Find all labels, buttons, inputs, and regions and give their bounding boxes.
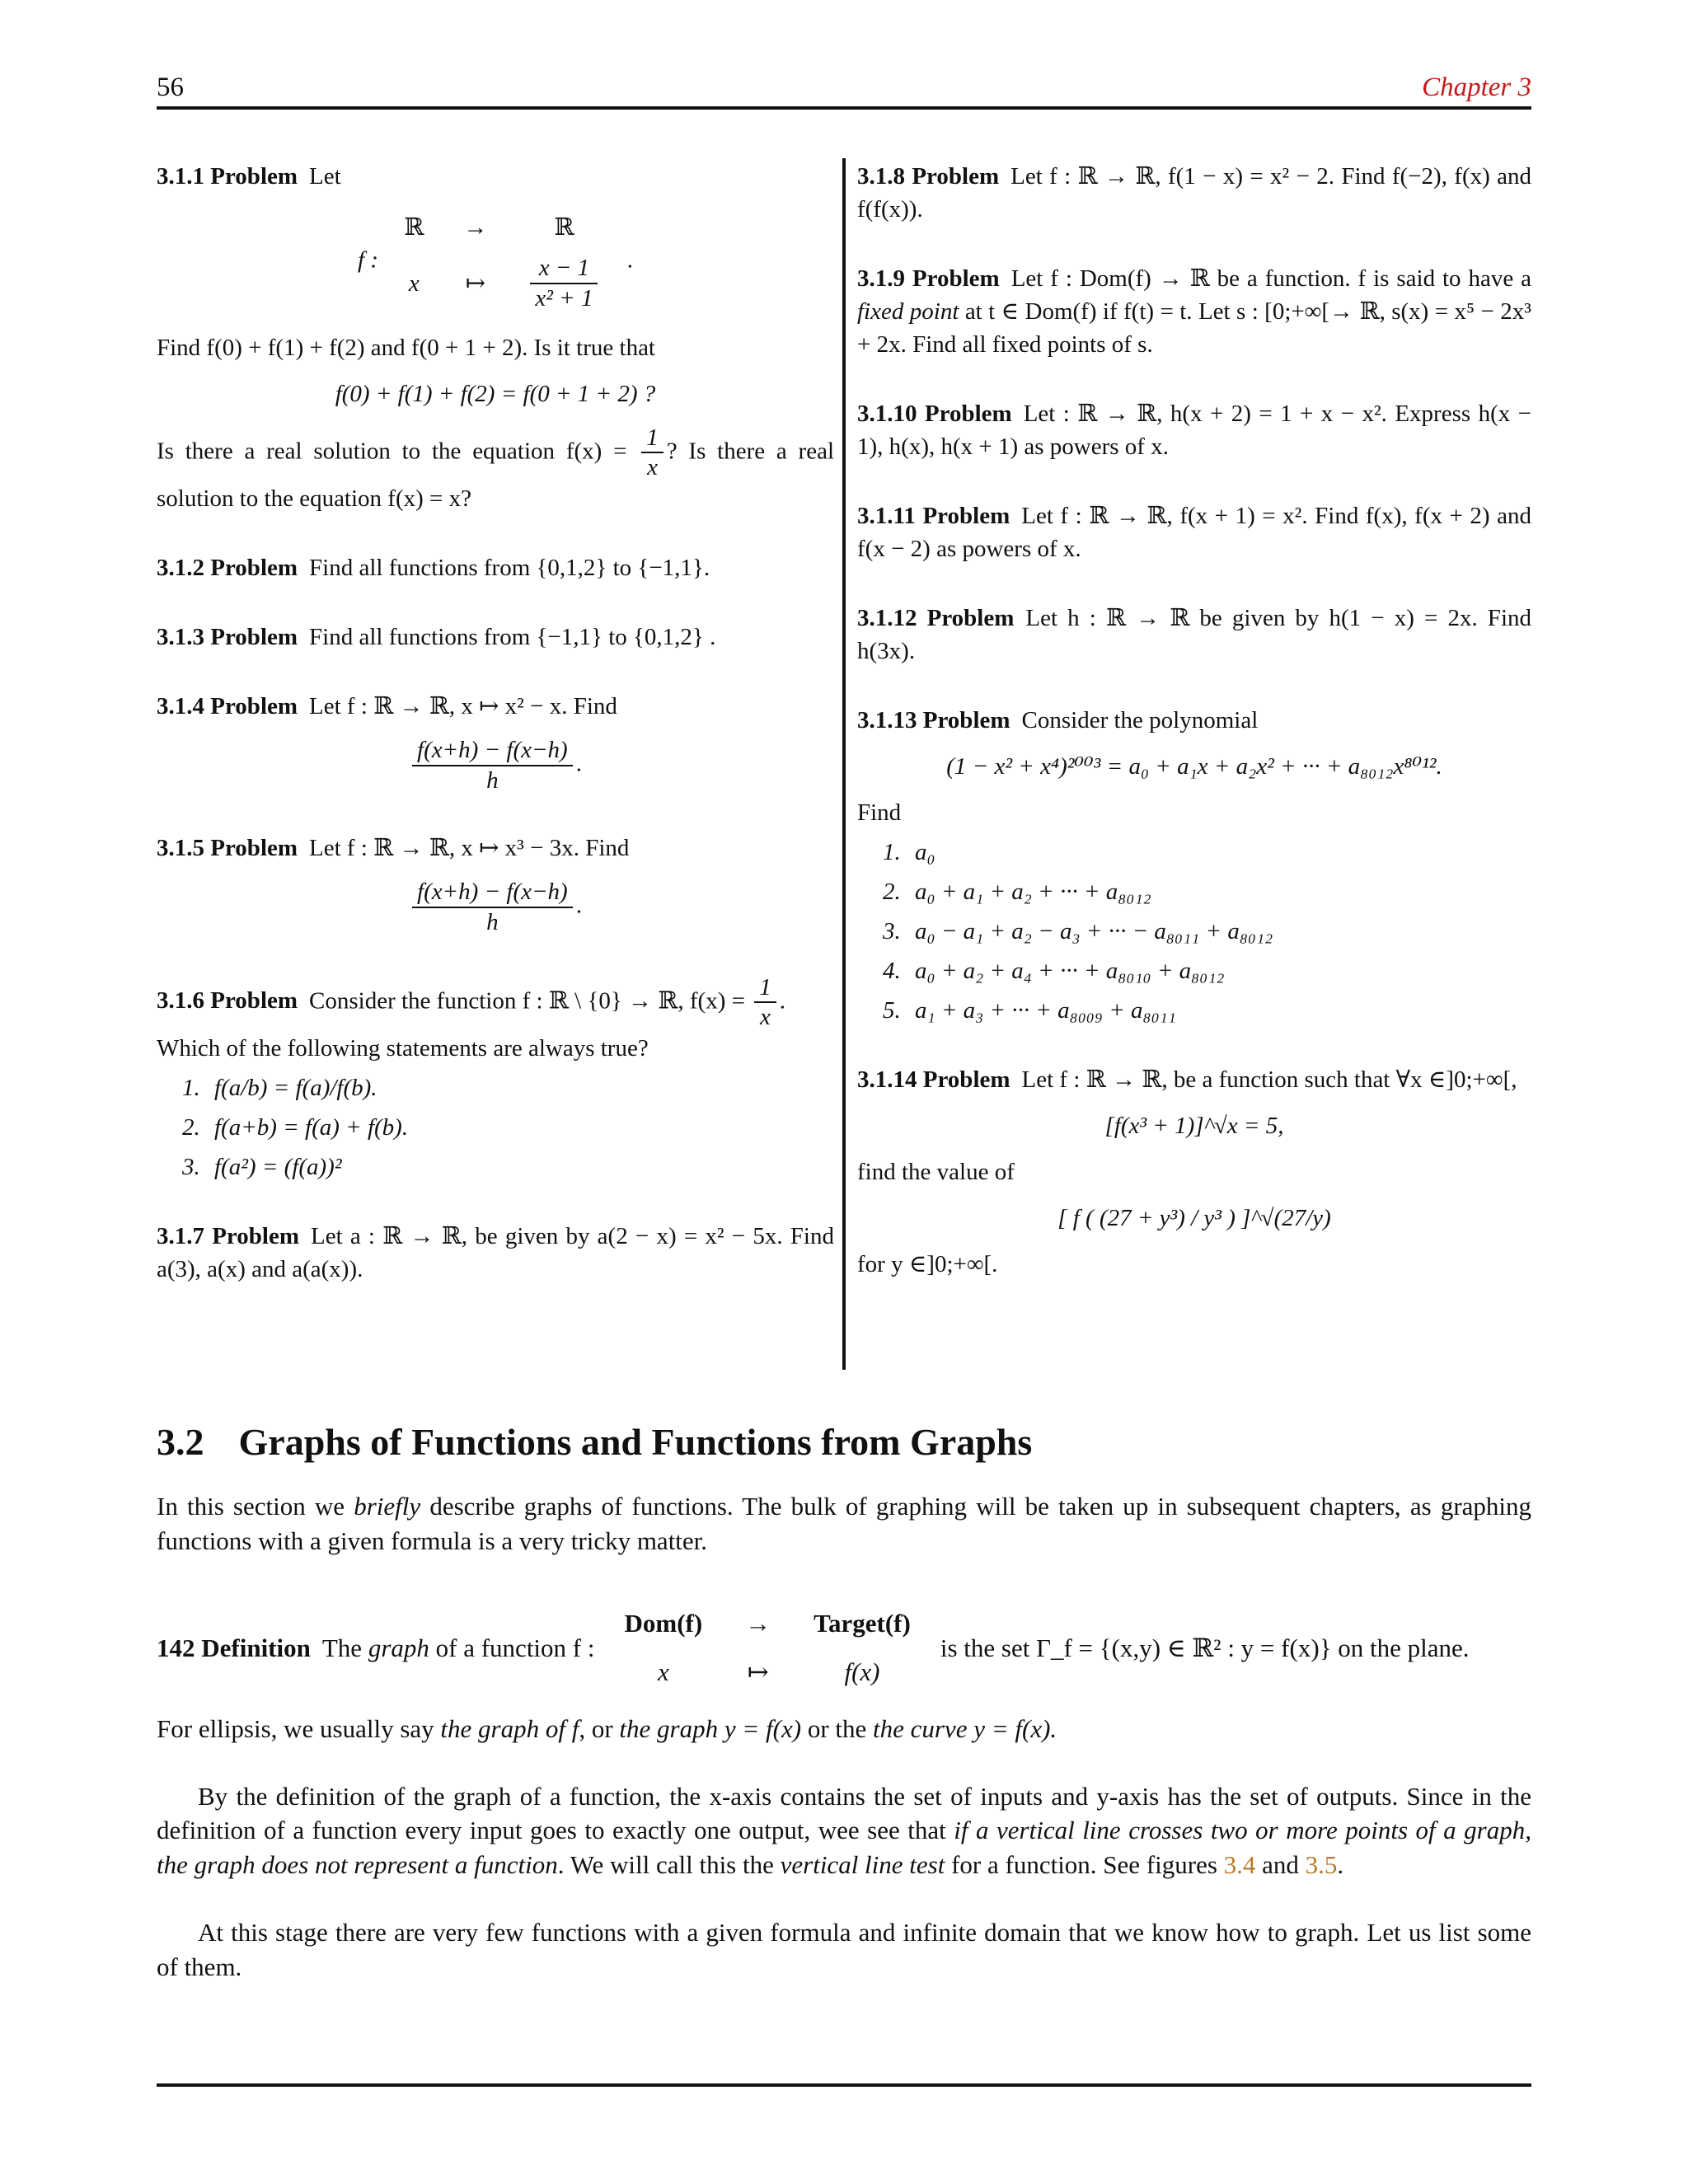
definition-142: 142 Definition The graph of a function f : Dom(f) → Target(f) x ↦ f(x) is the set Γ_f = {(x,y) ∈ ℝ² : y = f(x)} on the plane. bbox=[157, 1600, 1531, 1697]
find-list bbox=[857, 836, 1531, 1027]
problem-text: Let a : ℝ → ℝ, be given by a(2 − x) = x² − 5x. Find a(3), a(x) and a(a(x)). bbox=[157, 1223, 834, 1283]
problem-label: 3.1.11 Problem bbox=[857, 503, 1010, 530]
figure-link-3-4[interactable]: 3.4 bbox=[1223, 1850, 1256, 1880]
problem-label: 3.1.9 Problem bbox=[857, 265, 1000, 293]
header-rule bbox=[157, 106, 1531, 110]
problem-label: 3.1.13 Problem bbox=[857, 707, 1010, 734]
problem-text: Find all functions from {−1,1} to {0,1,2} . bbox=[309, 624, 716, 651]
section-3-2 bbox=[157, 1416, 1531, 2018]
fraction: $\frac{1}{x}$ bbox=[754, 973, 776, 1033]
problem-label: 3.1.2 Problem bbox=[157, 555, 298, 582]
problem-text: Let f : ℝ → ℝ, be a function such that ∀x ∈]0;+∞[, bbox=[1021, 1066, 1517, 1094]
list-item: 3. a₀ − a₁ + a₂ − a₃ + ··· − a₈₀₁₁ + a₈₀₁₂ bbox=[907, 915, 1531, 948]
problem-label: 3.1.4 Problem bbox=[157, 693, 298, 720]
problem-label: 3.1.5 Problem bbox=[157, 834, 298, 861]
right-column bbox=[857, 160, 1531, 1317]
definition-label: 142 Definition bbox=[157, 1633, 311, 1662]
problem-3-1-10 bbox=[857, 397, 1531, 463]
equation: (1 − x² + x⁴)²⁰⁰³ = a₀ + a₁x + a₂x² + ··· + a₈₀₁₂x⁸⁰¹². bbox=[946, 753, 1442, 780]
problem-text: Let f : ℝ → ℝ, x ↦ x² − x. Find bbox=[309, 693, 617, 720]
problem-text: Let h : ℝ → ℝ be given by h(1 − x) = 2x. Find h(3x). bbox=[857, 605, 1531, 665]
problem-label: 3.1.10 Problem bbox=[857, 401, 1012, 428]
vertical-line-test-paragraph: By the definition of the graph of a function, the x-axis contains the set of inputs and y-axis has the set of outputs. Since in the definition of a function every input goes to exactly one output, wee see that if a vertical line crosses two or more points of a graph, the graph does not represent a function. We will call this the vertical line test for a function. See figures 3.4 and 3.5. bbox=[157, 1781, 1531, 1880]
problem-3-1-13: 3.1.13 Problem Consider the polynomial (1 − x² + x⁴)²⁰⁰³ = a₀ + a₁x + a₂x² + ··· + a₈₀₁₂x⁸⁰¹². Find 1. a₀ 2. a₀ + a₁ + a₂ + ··· + a₈₀₁₂ 3. a₀ − a₁ + a₂ − a₃ + ··· − a₈₀₁₁ + a₈₀₁₂ 4. a₀ + a₂ + a₄ + ··· + a₈₀₁₀ + a₈₀₁₂ 5. a₁ + a₃ + ··· + a₈₀₀₉ + a₈₀₁₁ bbox=[857, 704, 1531, 1027]
problem-3-1-9: 3.1.9 Problem Let f : Dom(f) → ℝ be a function. f is said to have a fixed point at t ∈ Dom(f) if f(t) = t. Let s : [0;+∞[→ ℝ, s(x) = x⁵ − 2x³ + 2x. Find all fixed points of s. bbox=[857, 265, 1532, 359]
ellipsis-paragraph: For ellipsis, we usually say the graph of f, or the graph y = f(x) or the the curve y = f(x). bbox=[157, 1713, 1057, 1743]
problem-label: 3.1.14 Problem bbox=[857, 1066, 1010, 1094]
problem-3-1-5: 3.1.5 Problem Let f : ℝ → ℝ, x ↦ x³ − 3x. Find $\frac{f(x+h) - f(x-h)}{h}$ . bbox=[157, 834, 630, 935]
fraction: $\frac{f(x+h) - f(x-h)}{h}$ bbox=[412, 878, 573, 937]
list-item: 3. f(a²) = (f(a))² bbox=[206, 1151, 834, 1183]
problem-label: 3.1.1 Problem bbox=[157, 163, 298, 190]
problem-text: Let f : ℝ → ℝ, x ↦ x³ − 3x. Find bbox=[309, 834, 630, 861]
problem-3-1-8 bbox=[857, 160, 1531, 226]
problem-text: Consider the polynomial bbox=[1021, 707, 1259, 734]
problem-3-1-14: 3.1.14 Problem Let f : ℝ → ℝ, be a function such that ∀x ∈]0;+∞[, [f(x³ + 1)]^√x = 5, find the value of [ f ( (27 + y³) / y³ ) ]^√(27/y) for y ∈]0;+∞[. bbox=[857, 1063, 1531, 1281]
function-map: f : ℝ → ℝ x ↦ $\frac{x - 1}{\text{x² + 1}}$ . bbox=[358, 214, 633, 312]
problem-label: 3.1.8 Problem bbox=[857, 163, 1000, 190]
problem-3-1-7 bbox=[157, 1220, 834, 1286]
fraction: $\frac{x - 1}{\text{x² + 1}}$ bbox=[530, 254, 598, 313]
problem-3-1-12 bbox=[857, 602, 1531, 668]
expression: [ f ( (27 + y³) / y³ ) ]^√(27/y) bbox=[1057, 1205, 1331, 1232]
problem-3-1-11 bbox=[857, 499, 1531, 565]
problem-3-1-3 bbox=[157, 621, 834, 654]
problem-text: Let f : ℝ → ℝ, f(x + 1) = x². Find f(x), f(x + 2) and f(x − 2) as powers of x. bbox=[857, 503, 1531, 563]
fraction: $\frac{1}{x}$ bbox=[641, 424, 663, 483]
section-heading: 3.2 Graphs of Functions and Functions from Graphs bbox=[157, 1421, 1033, 1463]
problem-label: 3.1.12 Problem bbox=[857, 605, 1015, 632]
problem-text: Let : ℝ → ℝ, h(x + 2) = 1 + x − x². Express h(x − 1), h(x), h(x + 1) as powers of x. bbox=[857, 401, 1531, 461]
page-header bbox=[157, 69, 1531, 109]
definition-map: Dom(f) → Target(f) x ↦ f(x) bbox=[624, 1609, 911, 1686]
page-number: 56 bbox=[157, 73, 184, 102]
chapter-link[interactable]: Chapter 3 bbox=[1422, 73, 1531, 102]
statement-list bbox=[157, 1071, 834, 1183]
problem-3-1-6: 3.1.6 Problem Consider the function f : ℝ \ {0} → ℝ, f(x) = $\frac{1}{x}$ . Which of the following statements are always true? 1. f(a/b) = f(a)/f(b). 2. f(a+b) = f(a) + f(b). 3. f(a²) = (f(a))² bbox=[157, 973, 834, 1184]
problem-3-1-2 bbox=[157, 551, 834, 584]
list-item: 1. f(a/b) = f(a)/f(b). bbox=[206, 1071, 834, 1104]
footer-rule bbox=[157, 2083, 1531, 2087]
closing-paragraph: At this stage there are very few functions with a given formula and infinite domain that we know how to graph. Let us list some of them. bbox=[157, 1918, 1531, 1981]
problem-text: Let f : ℝ → ℝ, f(1 − x) = x² − 2. Find f(−2), f(x) and f(f(x)). bbox=[857, 163, 1531, 223]
equation: [f(x³ + 1)]^√x = 5, bbox=[1104, 1113, 1284, 1140]
left-column bbox=[157, 160, 834, 1322]
column-divider bbox=[842, 158, 846, 1370]
problem-label: 3.1.7 Problem bbox=[157, 1223, 299, 1250]
problem-3-1-4: 3.1.4 Problem Let f : ℝ → ℝ, x ↦ x² − x. Find $\frac{f(x+h) - f(x-h)}{h}$ . bbox=[157, 693, 617, 794]
list-item: 2. f(a+b) = f(a) + f(b). bbox=[206, 1111, 834, 1144]
problem-3-1-1: 3.1.1 Problem Let f : ℝ → ℝ x ↦ $\frac{x - 1}{\text{x² + 1}}$ . Find f(0) + f(1) + f(2) and f(0 + 1 + 2). Is it true that f(0) + f(1) + f(2) = f(0 + 1 + 2) ? Is there a real solution to the equation f(x) = $\frac{1}{x}$ ? Is there a real solution to the equation f(x) = x? bbox=[157, 163, 835, 513]
problem-label: 3.1.6 Problem bbox=[157, 987, 298, 1014]
problem-label: 3.1.3 Problem bbox=[157, 624, 298, 651]
equation: f(0) + f(1) + f(2) = f(0 + 1 + 2) ? bbox=[335, 380, 656, 407]
fraction: $\frac{f(x+h) - f(x-h)}{h}$ bbox=[412, 736, 573, 795]
list-item: 1. a₀ bbox=[907, 836, 1531, 869]
list-item: 2. a₀ + a₁ + a₂ + ··· + a₈₀₁₂ bbox=[907, 875, 1531, 908]
figure-link-3-5[interactable]: 3.5 bbox=[1305, 1850, 1338, 1880]
list-item: 4. a₀ + a₂ + a₄ + ··· + a₈₀₁₀ + a₈₀₁₂ bbox=[907, 954, 1531, 987]
section-intro: In this section we briefly describe graphs of functions. The bulk of graphing will be taken up in subsequent chapters, as graphing functions with a given formula is a very tricky matter. bbox=[157, 1492, 1532, 1556]
problem-text: Find f(0) + f(1) + f(2) and f(0 + 1 + 2). Is it true that bbox=[157, 334, 655, 361]
problem-text: Find all functions from {0,1,2} to {−1,1}. bbox=[309, 555, 710, 582]
list-item: 5. a₁ + a₃ + ··· + a₈₀₀₉ + a₈₀₁₁ bbox=[907, 994, 1531, 1027]
